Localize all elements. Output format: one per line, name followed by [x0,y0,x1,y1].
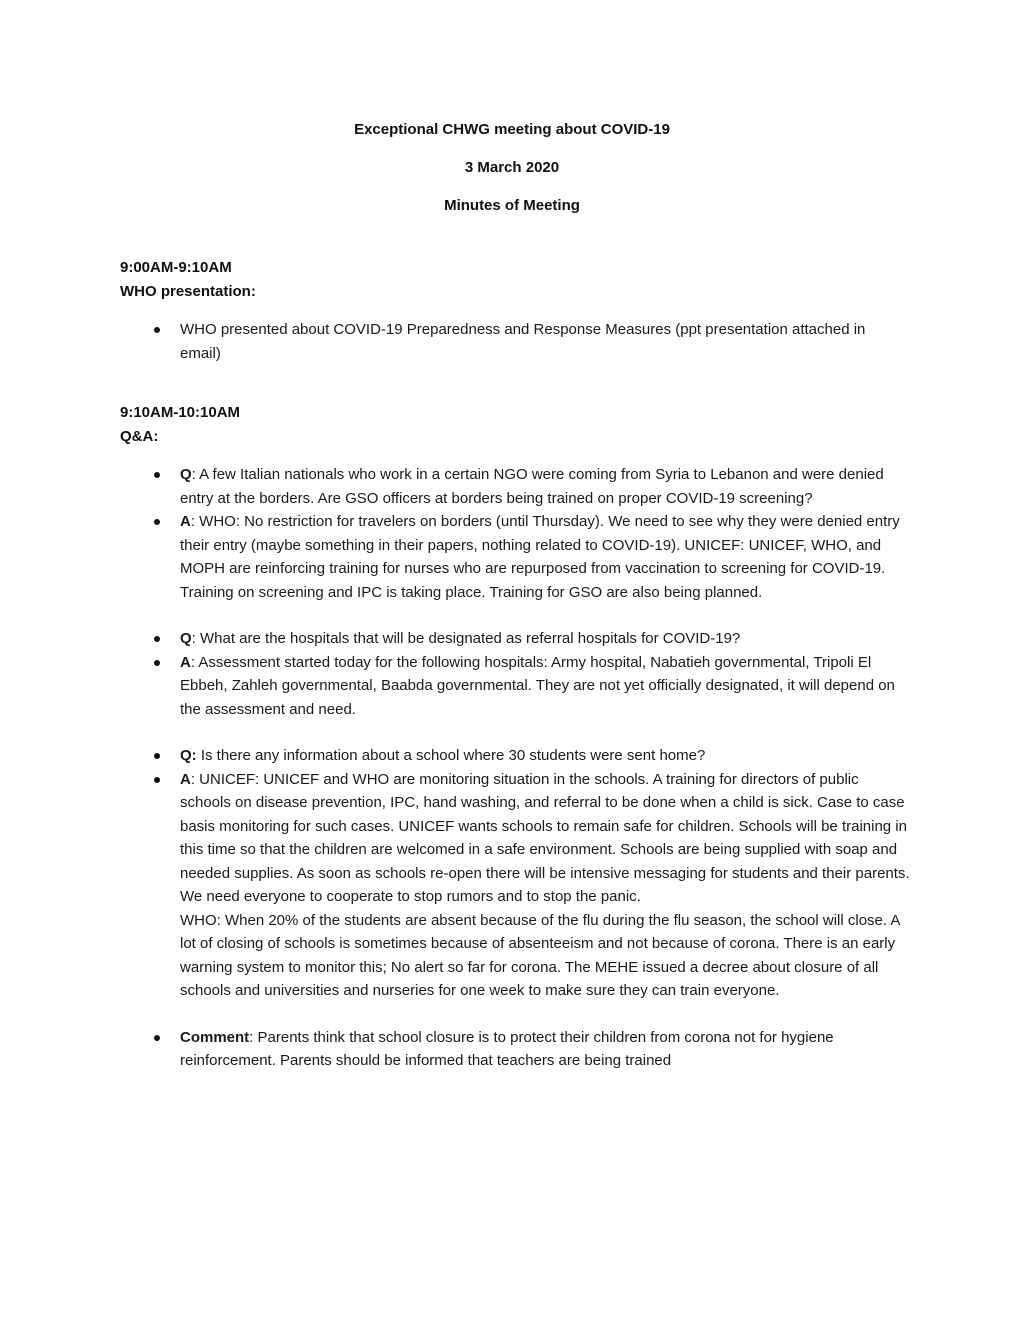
item-text: : WHO: No restriction for travelers on borders (until Thursday). We need to see why they were denied entry their entry (maybe something in their papers, nothing related to COVID-19). UNICEF: UNICEF, WHO, and MOPH are reinforcing training for nurses who are repurposed from vaccination to screening for COVID-19. Training on screening and IPC is taking place. Training for GSO are also being planned. [180,513,900,601]
qa-items-list [120,1026,910,1073]
item-text: Is there any information about a school where 30 students were sent home? [196,747,706,764]
bullet-icon [154,1035,160,1041]
document-subtitle: Minutes of Meeting [444,197,580,214]
section-label: WHO presentation: [120,283,256,300]
answer-item [120,768,910,1003]
qa-section [120,401,910,1073]
comment-item [120,1026,910,1073]
qa-items-list [120,744,910,1003]
item-lead: Q [180,466,192,483]
document-date: 3 March 2020 [464,159,560,176]
bullet-icon [154,777,160,783]
who-items-list [120,318,910,365]
bullet-icon [154,660,160,666]
item-lead: A [180,653,191,671]
question-item [120,463,910,510]
item-text: : Assessment started today for the following hospitals: Army hospital, Nabatieh governmental, Tripoli El Ebbeh, Zahleh governmental, Baabda governmental. They are not yet officially designated, it will depend on the assessment and need. [180,653,895,718]
item-text: WHO presented about COVID-19 Preparedness and Response Measures (ppt presentation attached in email) [180,321,866,362]
bullet-icon [154,519,160,525]
item-lead: Q [180,630,192,647]
item-text: : UNICEF: UNICEF and WHO are monitoring situation in the schools. A training for directors of public schools on disease prevention, IPC, hand washing, and referral to be done when a child is sick. Case to case basis monitoring for such cases. UNICEF wants schools to remain safe for children. Schools will be training in this time so that the children are welcomed in a safe environment. Schools are being supplied with soap and needed supplies. As soon as schools re-open there will be intensive messaging for students and their parents. We need everyone to cooperate to stop rumors and to stop the panic. [180,770,910,905]
bullet-icon [154,472,160,478]
answer-item [120,510,910,604]
qa-items-list [120,463,910,604]
item-text: : What are the hospitals that will be designated as referral hospitals for COVID-19? [191,630,741,647]
answer-item [120,651,910,722]
item-text: : A few Italian nationals who work in a certain NGO were coming from Syria to Lebanon and were denied entry at the borders. Are GSO officers at borders being trained on proper COVID-19 screening? [180,466,884,507]
item-lead: Q: [180,747,197,764]
bullet-icon [154,753,160,759]
question-item [120,744,910,768]
bullet-icon [154,327,160,333]
item-lead: Comment [180,1028,250,1046]
section-label: Q&A: [120,428,159,445]
item-text-continued: WHO: When 20% of the students are absent because of the flu during the flu season, the school will close. A lot of closing of schools is sometimes because of absenteeism and not because of corona. There is an early warning system to monitor this; No alert so far for corona. The MEHE issued a decree about closure of all schools and universities and nurseries for one week to make sure they can train everyone. [180,911,900,999]
bullet-icon [154,636,160,642]
who-presentation-section [120,256,910,365]
item-lead: A [180,770,191,788]
question-item [120,627,910,651]
section-time: 9:10AM-10:10AM [120,404,241,421]
qa-items-list [120,627,910,721]
list-item [120,318,910,365]
section-time: 9:00AM-9:10AM [120,259,232,276]
document-title: Exceptional CHWG meeting about COVID-19 [354,121,670,138]
item-lead: A [180,513,191,530]
item-text: : Parents think that school closure is to protect their children from corona not for hygiene reinforcement. Parents should be informed that teachers are being trained [180,1028,834,1069]
